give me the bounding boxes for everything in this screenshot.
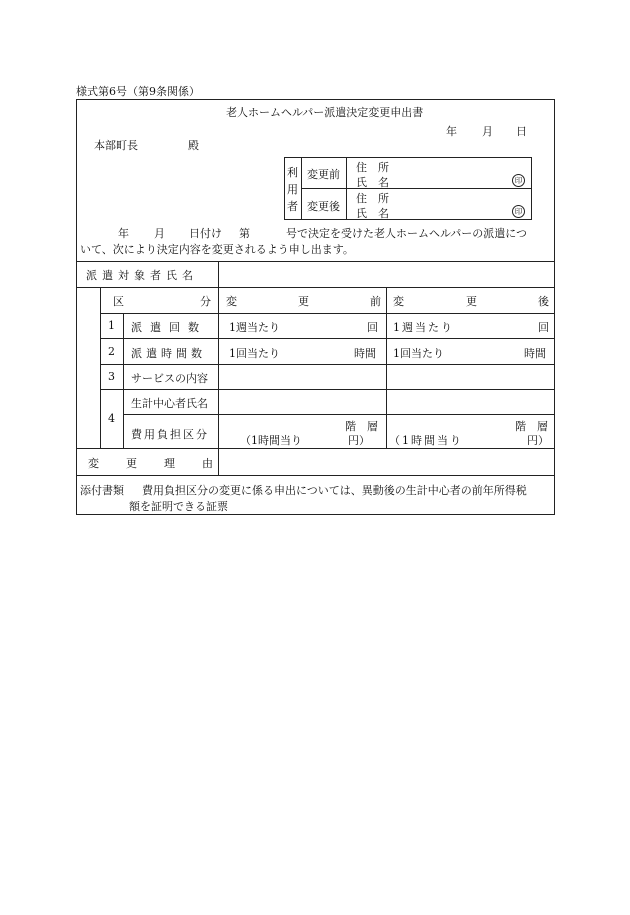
before-fee-unit: 円） bbox=[348, 434, 370, 447]
attachments-text-line1: 費用負担区分の変更に係る申出については、異動後の生計中心者の前年所得税 bbox=[142, 484, 527, 497]
row-label-cost-category: 費用負担区分 bbox=[131, 428, 209, 441]
after-address-label: 住 所 bbox=[356, 192, 389, 205]
row-label-household-head: 生計中心者氏名 bbox=[131, 397, 208, 410]
user-label-3: 者 bbox=[287, 200, 298, 213]
after-tier-label: 階 層 bbox=[515, 420, 548, 433]
before-hours-unit: 時間 bbox=[354, 347, 376, 360]
before-change-label: 変更前 bbox=[307, 168, 340, 181]
header-after-2: 更 bbox=[466, 295, 477, 308]
after-change-label: 変更後 bbox=[307, 200, 340, 213]
form-title: 老人ホームヘルパー派遣決定変更申出書 bbox=[226, 106, 424, 119]
row-number: 1 bbox=[108, 319, 115, 332]
row-number: 4 bbox=[108, 412, 115, 425]
header-category-2: 分 bbox=[200, 295, 211, 308]
header-before-2: 更 bbox=[298, 295, 309, 308]
before-visit-prefix: 1週当たり bbox=[229, 321, 280, 334]
row-label-visit-count: 派遣回数 bbox=[131, 321, 207, 334]
before-hours-prefix: 1回当たり bbox=[229, 347, 280, 360]
after-hours-unit: 時間 bbox=[524, 347, 546, 360]
before-visit-unit: 回 bbox=[367, 321, 378, 334]
addressee-honorific: 殿 bbox=[188, 139, 199, 152]
body-text-line1: 号で決定を受けた老人ホームヘルパーの派遣につ bbox=[286, 227, 528, 240]
reason-label: 変 更 理 由 bbox=[88, 457, 221, 470]
form-number: 様式第6号（第9条関係） bbox=[76, 85, 200, 98]
user-label-2: 用 bbox=[287, 183, 298, 196]
before-seal-mark: 印 bbox=[512, 174, 525, 187]
before-name-label: 氏 名 bbox=[356, 176, 389, 189]
row-number: 3 bbox=[108, 370, 115, 383]
before-address-label: 住 所 bbox=[356, 161, 389, 174]
header-after-3: 後 bbox=[538, 295, 549, 308]
after-hours-prefix: 1回当たり bbox=[393, 347, 444, 360]
after-visit-unit: 回 bbox=[538, 321, 549, 334]
date-year-label: 年 bbox=[446, 125, 457, 138]
body-date-suffix: 日付け bbox=[189, 227, 222, 240]
header-before-1: 変 bbox=[226, 295, 237, 308]
body-text-line2: いて、次により決定内容を変更されるよう申し出ます。 bbox=[80, 243, 354, 256]
before-fee-label: （1時間当り bbox=[240, 434, 302, 447]
header-category-1: 区 bbox=[113, 295, 124, 308]
before-tier-label: 階 層 bbox=[345, 420, 378, 433]
addressee-name: 本部町長 bbox=[94, 139, 138, 152]
after-fee-label: （1時間当り bbox=[389, 434, 463, 447]
header-after-1: 変 bbox=[393, 295, 404, 308]
body-number-prefix: 第 bbox=[239, 227, 250, 240]
user-label-1: 利 bbox=[287, 166, 298, 179]
date-month-label: 月 bbox=[482, 125, 493, 138]
row-label-service-content: サービスの内容 bbox=[131, 372, 208, 385]
row-label-visit-hours: 派遣時間数 bbox=[131, 347, 206, 360]
body-month: 月 bbox=[154, 227, 165, 240]
after-seal-mark: 印 bbox=[512, 205, 525, 218]
after-visit-prefix: 1週当たり bbox=[393, 321, 454, 334]
subject-label: 派遣対象者氏名 bbox=[86, 269, 198, 282]
attachments-text-line2: 額を証明できる証票 bbox=[129, 500, 228, 513]
after-name-label: 氏 名 bbox=[356, 207, 389, 220]
header-before-3: 前 bbox=[370, 295, 381, 308]
attachments-label: 添付書類 bbox=[80, 484, 124, 497]
date-day-label: 日 bbox=[516, 125, 527, 138]
after-fee-unit: 円） bbox=[527, 434, 549, 447]
body-year: 年 bbox=[118, 227, 129, 240]
row-number: 2 bbox=[108, 345, 115, 358]
